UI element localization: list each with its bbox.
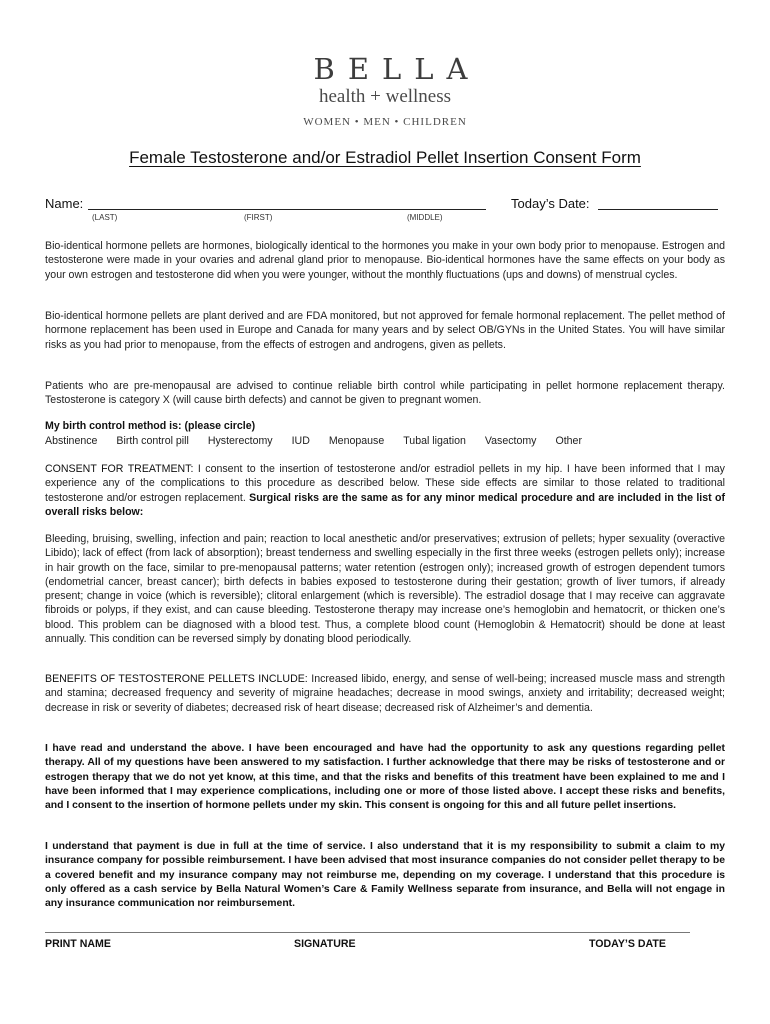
consent-paragraph [45, 462, 725, 519]
form-title: Female Testosterone and/or Estradiol Pellet Insertion Consent Form [129, 148, 641, 167]
option-hysterectomy[interactable]: Hysterectomy [207, 435, 273, 447]
paragraph-plant-derived: Bio-identical hormone pellets are plant derived and are FDA monitored, but not approved for female hormonal replacement. The pellet method of hormone replacement has been used in Europe and Canada for many years and by select OB/GYNs in the United States. You will have similar risks as you had prior to menopause, from the effects of estrogen and androgens, given as pellets. [45, 310, 725, 351]
name-sub-middle: (MIDDLE) [407, 213, 443, 222]
logo-tagline: WOMEN • MEN • CHILDREN [303, 116, 467, 128]
print-name-label: PRINT NAME [45, 938, 111, 950]
consent-text: I consent to the insertion of testosterone and/or estradiol pellets in my hip. I have been informed that I may experience any of the complications to this procedure as described below. These side effects are similar to those related to traditional testosterone and/or estrogen replacement. [45, 463, 725, 504]
logo-subtitle: health + wellness [318, 86, 452, 107]
option-iud[interactable]: IUD [291, 435, 310, 447]
name-sub-first: (FIRST) [244, 213, 273, 222]
acknowledgement-paragraph: I have read and understand the above. I have been encouraged and have had the opportunity to ask any questions regarding pellet therapy. All of my questions have been answered to my satisfaction. I further acknowledge that there may be risks of testosterone and or estrogen therapy that we do not yet know, at this time, and that the risks and benefits of this treatment have been explained to me and I have been informed that I may experience complications, including one or more of those listed above. I accept these risks and benefits, and I consent to the insertion of hormone pellets under my skin. This consent is ongoing for this and all future pellet insertions. [45, 743, 725, 812]
signature-label: SIGNATURE [294, 938, 356, 950]
option-birth-control-pill[interactable]: Birth control pill [116, 435, 189, 447]
name-sub-last: (LAST) [92, 213, 118, 222]
option-menopause[interactable]: Menopause [328, 435, 385, 447]
paragraph-bioidentical: Bio-identical hormone pellets are hormones, biologically identical to the hormones you make in your own body prior to menopause. Estrogen and testosterone were made in your ovaries and adrenal gland prior to menopause. Bio-identical hormones have the same effects on your body as your own estrogen and testosterone did when you were younger, without the monthly fluctuations (ups and downs) of menstrual cycles. [45, 240, 725, 281]
benefits-lead: BENEFITS OF TESTOSTERONE PELLETS INCLUDE: [45, 673, 308, 685]
payment-paragraph: I understand that payment is due in full at the time of service. I also understand that it is my responsibility to submit a claim to my insurance company for possible reimbursement. I have been advised that most insurance companies do not consider pellet therapy to be a covered benefit and my insurance company may not reimburse me, depending on my coverage. I understand that this procedure is only offered as a cash service by Bella Natural Women’s Care & Family Wellness separate from insurance, and Bella will not engage in any insurance communication nor reimbursement. [45, 841, 725, 910]
risks-paragraph: Bleeding, bruising, swelling, infection and pain; reaction to local anesthetic and/or preservatives; extrusion of pellets; hyper sexuality (overactive Libido); lack of effect (from lack of absorption); breast tenderness and swelling especially in the first three weeks (estrogen pellets only); increase in hair growth on the face, similar to pre-menopausal patterns; water retention (estrogen only); increased growth of estrogen dependent tumors (endometrial cancer, breast cancer); birth defects in babies exposed to testosterone during their gestation; growth of liver tumors, if already present; change in voice (which is reversible); clitoral enlargement (which is reversible). The estradiol dosage that I may receive can aggravate fibroids or polyps, if they exist, and can cause bleeding. Testosterone therapy may increase one’s hemoglobin and hematocrit, or thicken one’s blood. This problem can be diagnosed with a blood test. Thus, a complete blood count (Hemoglobin & Hematocrit) should be done at least annually. This condition can be reversed simply by donating blood periodically. [45, 533, 725, 646]
name-label: Name: [45, 196, 84, 211]
consent-bold-text: Surgical risks are the same as for any minor medical procedure and are included in the list of overall risks below: [45, 491, 725, 518]
consent-lead: CONSENT FOR TREATMENT: [45, 463, 194, 475]
name-input-line[interactable] [88, 209, 486, 210]
date-input-line[interactable] [598, 209, 718, 210]
signature-line[interactable] [45, 932, 690, 933]
option-tubal-ligation[interactable]: Tubal ligation [403, 435, 466, 447]
birth-control-heading: My birth control method is: (please circle) [45, 420, 256, 432]
option-abstinence[interactable]: Abstinence [45, 435, 98, 447]
option-other[interactable]: Other [555, 435, 582, 447]
benefits-text: Increased libido, energy, and sense of well-being; increased muscle mass and strength and stamina; decreased frequency and severity of migraine headaches; decrease in mood swings, anxiety and irritability; decreased weight; decrease in risk or severity of diabetes; decreased risk of heart disease; decreased risk of Alzheimer’s and dementia. [45, 673, 725, 714]
paragraph-premenopausal: Patients who are pre-menopausal are advised to continue reliable birth control while participating in pellet hormone replacement therapy. Testosterone is category X (will cause birth defects) and cannot be given to pregnant women. [45, 380, 725, 407]
logo-name: BELLA [313, 52, 481, 86]
birth-control-options [45, 435, 725, 447]
date-label: Today’s Date: [511, 196, 590, 211]
benefits-paragraph [45, 672, 725, 715]
option-vasectomy[interactable]: Vasectomy [484, 435, 537, 447]
todays-date-label: TODAY’S DATE [589, 938, 666, 950]
